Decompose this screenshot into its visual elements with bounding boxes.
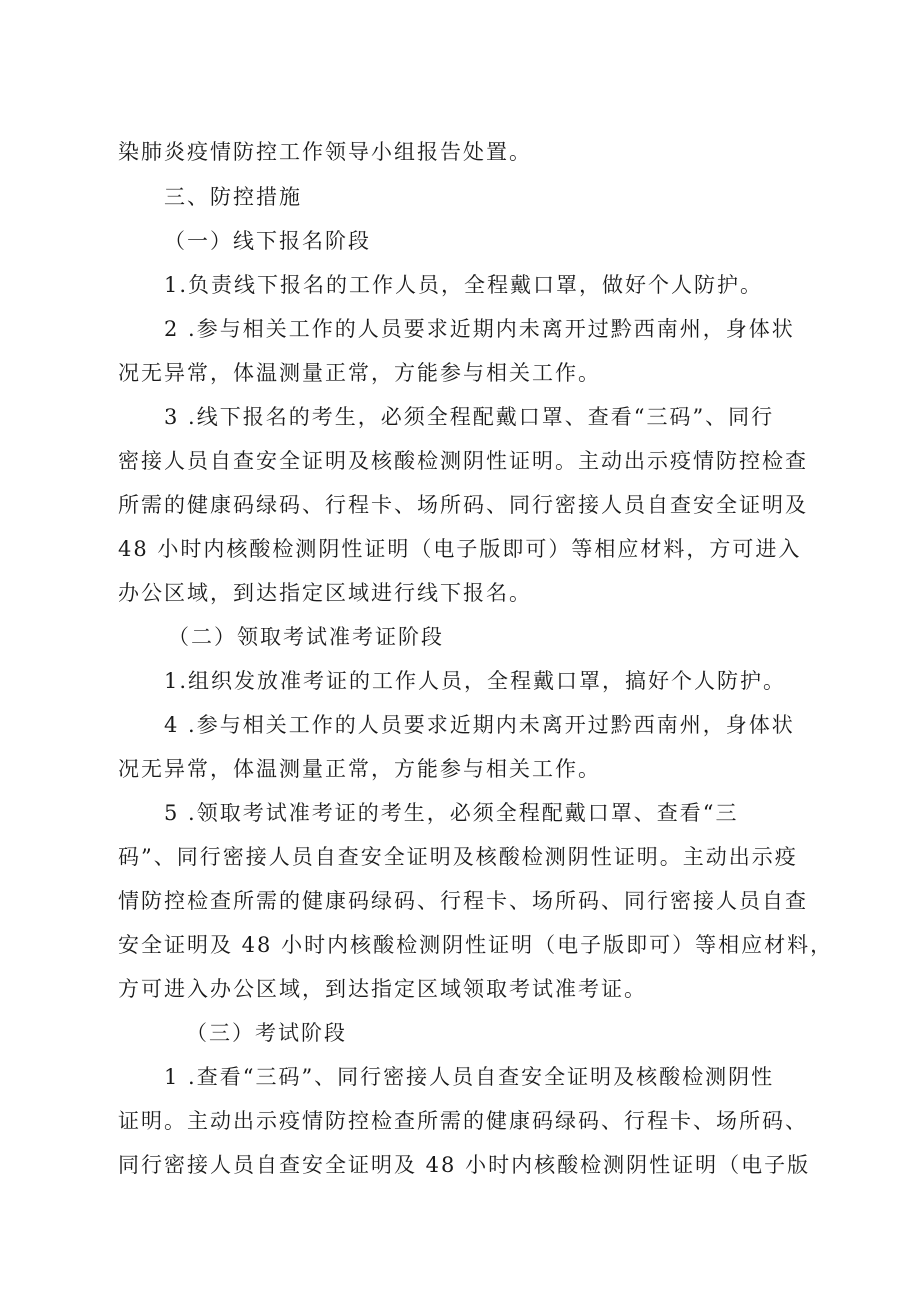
paragraph-line: 1 .查看“三码”、同行密接人员自查安全证明及核酸检测阴性 — [164, 1065, 775, 1089]
paragraph-line: 48 小时内核酸检测阴性证明（电子版即可）等相应材料，方可进入 — [118, 537, 802, 561]
paragraph-line: 密接人员自查安全证明及核酸检测阴性证明。主动出示疫情防控检查 — [118, 449, 808, 473]
paragraph-line: 染肺炎疫情防控工作领导小组报告处置。 — [118, 140, 532, 164]
paragraph-line: 2 .参与相关工作的人员要求近期内未离开过黔西南州，身体状 — [164, 317, 795, 341]
subsection-heading: （一）线下报名阶段 — [164, 229, 371, 253]
paragraph-line: 4 .参与相关工作的人员要求近期内未离开过黔西南州，身体状 — [164, 713, 795, 737]
paragraph-line: 3 .线下报名的考生，必须全程配戴口罩、查看“三码”、同行 — [164, 405, 775, 429]
section-heading: 三、防控措施 — [164, 185, 302, 209]
paragraph-line: 所需的健康码绿码、行程卡、场所码、同行密接人员自查安全证明及 — [118, 493, 808, 517]
paragraph-line: 方可进入办公区域，到达指定区域领取考试准考证。 — [118, 977, 647, 1001]
paragraph-line: 安全证明及 48 小时内核酸检测阴性证明（电子版即可）等相应材料， — [118, 933, 834, 957]
paragraph-line: 1.负责线下报名的工作人员，全程戴口罩，做好个人防护。 — [164, 273, 764, 297]
paragraph-line: 5 .领取考试准考证的考生，必须全程配戴口罩、查看“三 — [164, 801, 739, 825]
paragraph-line: 办公区域，到达指定区域进行线下报名。 — [118, 581, 532, 605]
paragraph-line: 情防控检查所需的健康码绿码、行程卡、场所码、同行密接人员自查 — [118, 889, 808, 913]
subsection-heading: （三）考试阶段 — [186, 1021, 347, 1045]
paragraph-line: 况无异常，体温测量正常，方能参与相关工作。 — [118, 757, 601, 781]
paragraph-line: 况无异常，体温测量正常，方能参与相关工作。 — [118, 361, 601, 385]
paragraph-line: 证明。主动出示疫情防控检查所需的健康码绿码、行程卡、场所码、 — [118, 1109, 808, 1133]
paragraph-line: 同行密接人员自查安全证明及 48 小时内核酸检测阴性证明（电子版 — [118, 1153, 811, 1177]
subsection-heading: （二）领取考试准考证阶段 — [168, 625, 444, 649]
paragraph-line: 码”、同行密接人员自查安全证明及核酸检测阴性证明。主动出示疫 — [118, 845, 798, 869]
paragraph-line: 1.组织发放准考证的工作人员，全程戴口罩，搞好个人防护。 — [164, 669, 787, 693]
